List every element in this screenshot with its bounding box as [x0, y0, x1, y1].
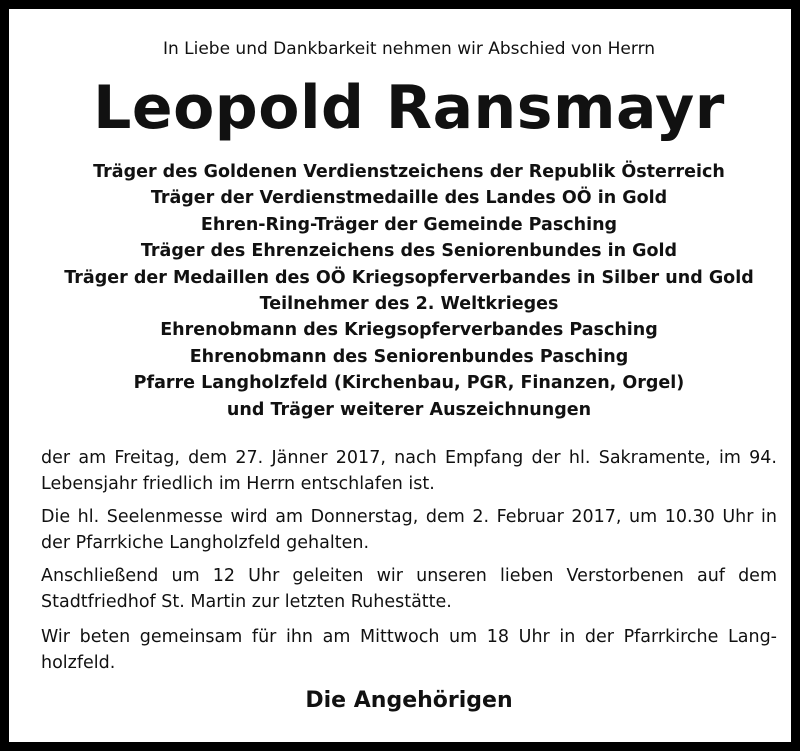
- death-paragraph: der am Freitag, dem 27. Jänner 2017, nach Empfang der hl. Sakramente, im 94. Lebensjahr friedlich im Herrn entschlafen ist.: [41, 448, 777, 494]
- honor-item: Pfarre Langholzfeld (Kirchenbau, PGR, Finanzen, Orgel): [133, 373, 685, 394]
- honor-item: Träger der Medaillen des OÖ Kriegsopferverbandes in Silber und Gold: [64, 267, 754, 288]
- honor-item: Träger der Verdienstmedaille des Landes OÖ in Gold: [150, 188, 668, 209]
- deceased-name: Leopold Ransmayr: [93, 73, 725, 143]
- signoff: Die Angehörigen: [305, 688, 513, 713]
- intro-line: In Liebe und Dankbarkeit nehmen wir Abschied von Herrn: [162, 39, 656, 59]
- honor-item: Träger des Ehrenzeichens des Seniorenbundes in Gold: [140, 241, 678, 262]
- honor-item: Ehrenobmann des Seniorenbundes Pasching: [189, 346, 629, 367]
- honor-item: Ehren-Ring-Träger der Gemeinde Pasching: [200, 214, 618, 235]
- burial-paragraph: Anschließend um 12 Uhr geleiten wir unseren lieben Verstorbenen auf dem Stadtfriedhof St. Martin zur letzten Ruhestätte.: [41, 566, 777, 612]
- funeral-mass-paragraph: Die hl. Seelenmesse wird am Donnerstag, dem 2. Februar 2017, um 10.30 Uhr in der Pfarrkiche Langholzfeld gehalten.: [41, 507, 777, 553]
- notice-body: [41, 446, 777, 684]
- honor-item: Träger des Goldenen Verdienstzeichens der Republik Österreich: [93, 162, 725, 182]
- prayer-paragraph: Wir beten gemeinsam für ihn am Mittwoch um 18 Uhr in der Pfarrkirche Lang-holzfeld.: [41, 627, 777, 673]
- honor-item: Ehrenobmann des Kriegsopferverbandes Pasching: [160, 320, 658, 341]
- honor-item: und Träger weiterer Auszeichnungen: [226, 399, 592, 420]
- honor-item: Teilnehmer des 2. Weltkrieges: [259, 294, 559, 315]
- honors-list: [9, 159, 800, 423]
